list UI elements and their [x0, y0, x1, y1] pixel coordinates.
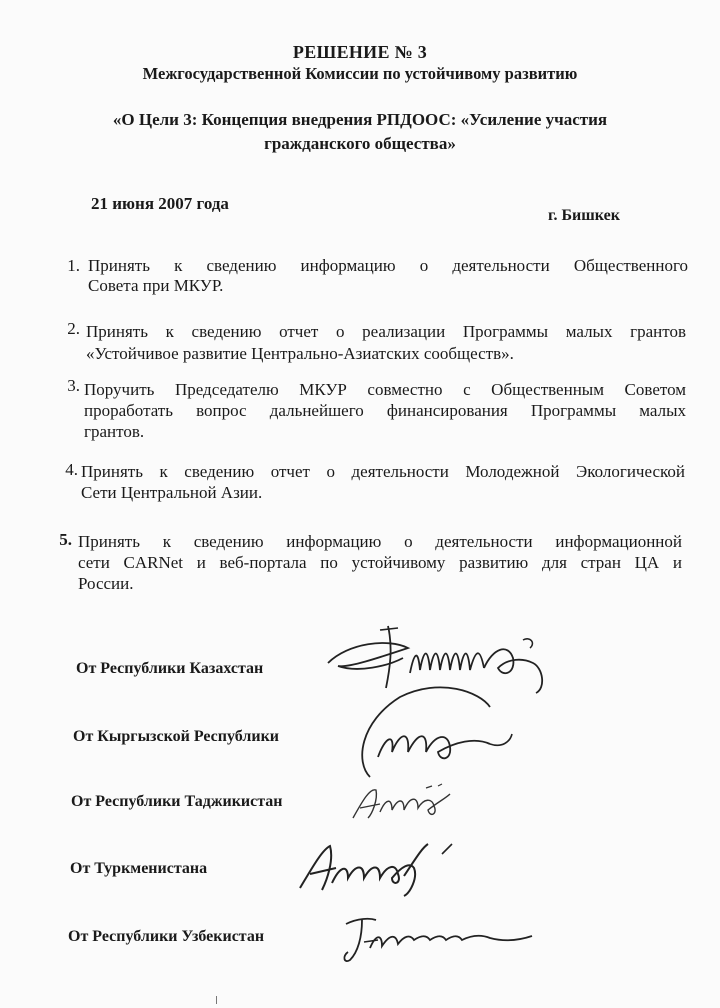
item-line: Поручить Председателю МКУР совместно с Общественным Советом: [84, 380, 686, 399]
topic-line-1: «О Цели 3: Концепция внедрения РПДООС: «Усиление участия: [112, 110, 608, 129]
signature-uzbekistan: [340, 912, 540, 972]
topic-line-2: гражданского общества»: [264, 134, 456, 153]
signatory-uzbekistan: От Республики Узбекистан: [68, 928, 265, 945]
item-line: проработать вопрос дальнейшего финансирования Программы малых: [84, 401, 686, 420]
item-line: России.: [78, 574, 134, 593]
item-line: Совета при МКУР.: [88, 276, 224, 295]
item-line: Принять к сведению отчет о реализации Программы малых грантов: [86, 322, 686, 341]
signatory-tajikistan: От Республики Таджикистан: [71, 793, 283, 810]
decision-date: 21 июня 2007 года: [91, 194, 229, 213]
item-number: 2.: [67, 319, 80, 338]
item-line: «Устойчивое развитие Центрально-Азиатских сообществ».: [86, 344, 514, 363]
decision-title: РЕШЕНИЕ № 3: [292, 42, 428, 62]
signatory-kazakhstan: От Республики Казахстан: [76, 660, 264, 677]
item-line: Принять к сведению отчет о деятельности Молодежной Экологической: [81, 462, 685, 481]
item-number: 3.: [67, 376, 80, 395]
signature-kyrgyzstan: [340, 682, 530, 787]
signature-turkmenistan: [292, 838, 472, 903]
signatory-turkmenistan: От Туркменистана: [70, 860, 208, 877]
item-number: 4.: [65, 460, 78, 479]
signatory-kyrgyzstan: От Кыргызской Республики: [73, 728, 280, 745]
item-line: Принять к сведению информацию о деятельности информационной: [78, 532, 682, 551]
item-line: грантов.: [84, 422, 145, 441]
decision-city: г. Бишкек: [548, 207, 620, 224]
signature-tajikistan: [348, 780, 458, 830]
item-line: Сети Центральной Азии.: [81, 483, 263, 502]
item-line: сети CARNet и веб-портала по устойчивому развитию для стран ЦА и: [78, 553, 682, 572]
item-number: 5.: [59, 530, 72, 549]
scan-mark: [216, 996, 217, 1004]
commission-subtitle: Межгосударственной Комиссии по устойчивому развитию: [142, 64, 578, 83]
item-number: 1.: [67, 256, 80, 275]
item-line: Принять к сведению информацию о деятельности Общественного: [88, 256, 688, 275]
